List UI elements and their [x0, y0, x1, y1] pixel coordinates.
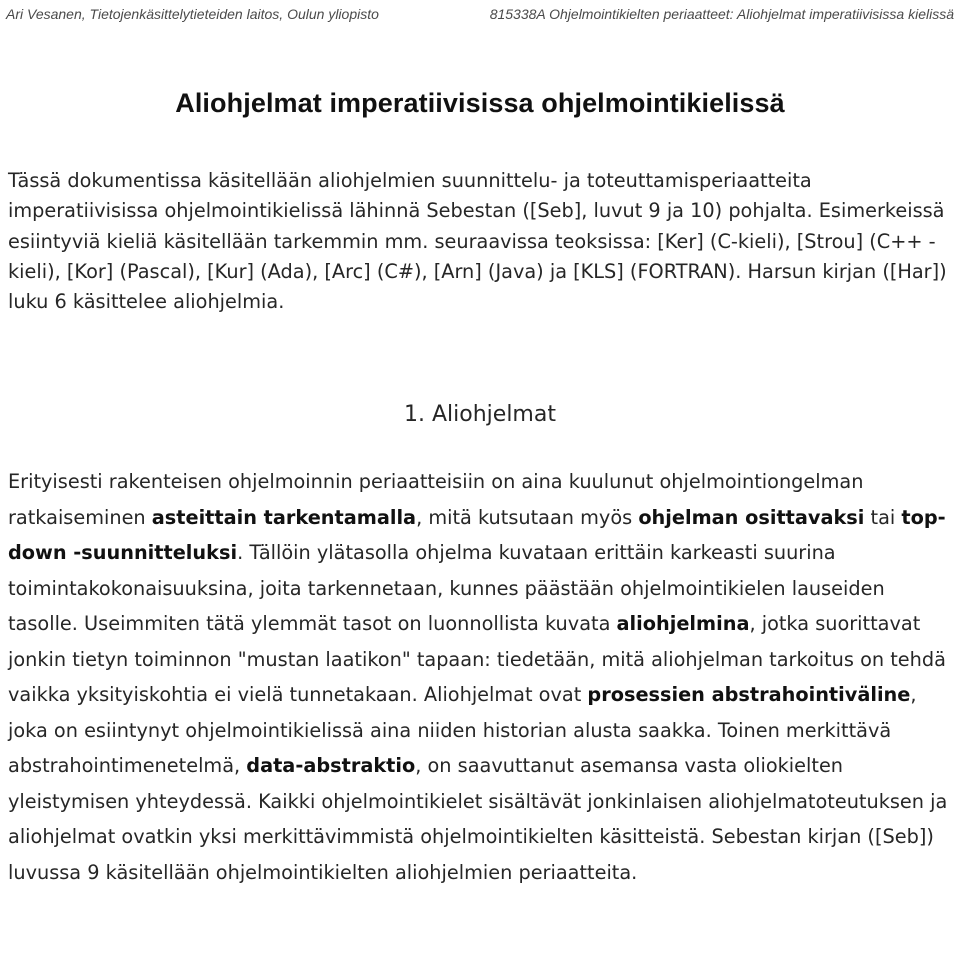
bold-term: top-down -suunnitteluksi	[8, 505, 946, 564]
text-run: , mitä kutsutaan myös	[416, 505, 639, 529]
bold-term: aliohjelmina	[616, 612, 750, 635]
section-paragraph	[8, 464, 950, 890]
text-run: . Tällöin ylätasolla ohjelma kuvataan erittäin karkeasti suurina toimintakokonaisuuksina, joita tarkennetaan, kunnes päästään ohjelmointikielen lauseiden tasolle. Useimmiten tätä ylemmät tasot on luonnollista kuvata	[8, 541, 885, 635]
bold-term: data-abstraktio	[246, 754, 416, 777]
bold-term: prosessien abstrahointiväline	[587, 683, 911, 706]
intro-paragraph: Tässä dokumentissa käsitellään aliohjelmien suunnittelu- ja toteuttamisperiaatteita imperatiivisissa ohjelmointikielissä lähinnä Sebestan ([Seb], luvut 9 ja 10) pohjalta. Esimerkeissä esiintyviä kieliä käsitellään tarkemmin mm. seuraavissa teoksissa: [Ker] (C-kieli), [Strou] (C++ -kieli), [Kor] (Pascal), [Kur] (Ada), [Arc] (C#), [Arn] (Java) ja [KLS] (FORTRAN). Harsun kirjan ([Har]) luku 6 käsittelee aliohjelmia.	[8, 169, 947, 314]
text-run: tai	[864, 505, 902, 529]
text-run: Erityisesti rakenteisen ohjelmoinnin periaatteisiin on aina kuulunut ohjelmointiongelman ratkaiseminen	[8, 470, 864, 529]
page-header	[6, 0, 954, 28]
header-course: 815338A Ohjelmointikielten periaatteet: Aliohjelmat imperatiivisissa kielissä	[489, 6, 954, 22]
header-author: Ari Vesanen, Tietojenkäsittelytieteiden laitos, Oulun yliopisto	[6, 6, 379, 22]
text-run: , joka on esiintynyt ohjelmointikielissä aina niiden historian alusta saakka. Toinen merkittävä abstrahointimenetelmä,	[8, 683, 917, 777]
text-run: , on saavuttanut asemansa vasta oliokielten yleistymisen yhteydessä. Kaikki ohjelmointikielet sisältävät jonkinlaisen aliohjelmatoteutuksen ja aliohjelmat ovatkin yksi merkittävimmistä ohjelmointikielten käsitteistä. Sebestan kirjan ([Seb]) luvussa 9 käsitellään ohjelmointikielten aliohjelmien periaatteita.	[8, 754, 948, 884]
text-run: , jotka suorittavat jonkin tietyn toiminnon "mustan laatikon" tapaan: tiedetään, mitä aliohjelman tarkoitus on tehdä vaikka yksityiskohtia ei vielä tunnetakaan. Aliohjelmat ovat	[8, 612, 946, 706]
bold-term: asteittain tarkentamalla	[151, 505, 417, 529]
section-heading: 1. Aliohjelmat	[404, 402, 556, 427]
bold-term: ohjelman osittavaksi	[638, 505, 865, 529]
document-title: Aliohjelmat imperatiivisissa ohjelmointikielissä	[175, 88, 785, 118]
